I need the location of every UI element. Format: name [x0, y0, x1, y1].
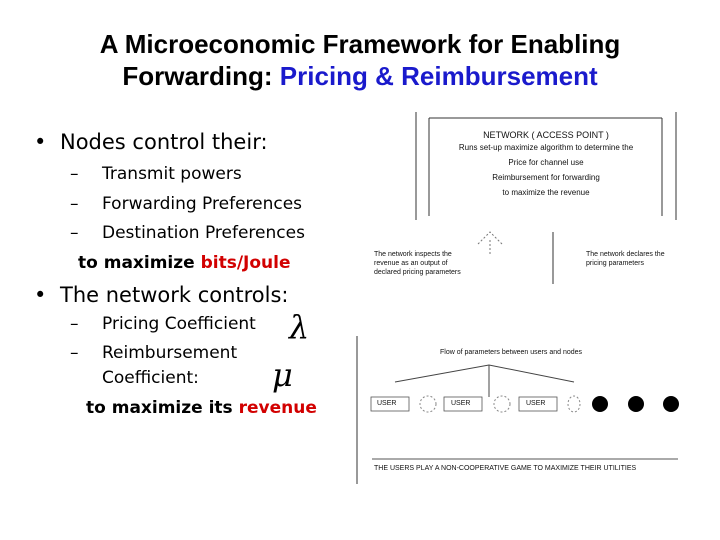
title-line-1: A Microeconomic Framework for Enabling: [99, 29, 621, 59]
link-ellipse-1: [420, 396, 436, 412]
dash-icon: –: [70, 314, 79, 334]
user-label-3: USER: [526, 400, 546, 407]
bullet-nodes-control-text: Nodes control their:: [60, 130, 268, 154]
dash-icon: –: [70, 164, 79, 184]
user-label-2: USER: [451, 400, 471, 407]
sub-item-reimbursement-line2: Coefficient:: [102, 368, 199, 388]
dash-icon: –: [70, 343, 79, 363]
box-line-2: Price for channel use: [508, 158, 584, 167]
flow-triangle: [395, 365, 574, 382]
dash-icon: –: [70, 223, 79, 243]
title-line-2-black: Forwarding:: [122, 61, 273, 91]
goal-red: revenue: [238, 398, 317, 418]
sub-item-text: Reimbursement: [102, 343, 238, 363]
network-box: [432, 130, 660, 198]
link-ellipse-3: [568, 396, 580, 412]
link-ellipse-2: [494, 396, 510, 412]
bullet-network-controls-text: The network controls:: [60, 283, 289, 307]
bullet-dot-icon: •: [34, 283, 47, 307]
left-arrow-head: [478, 232, 502, 244]
goal-prefix: to maximize its: [86, 398, 233, 418]
lambda-symbol: λ: [289, 308, 310, 346]
sub-item-text: Pricing Coefficient: [102, 314, 256, 334]
title-line-2-blue: Pricing & Reimbursement: [279, 61, 598, 91]
mu-symbol: μ: [272, 356, 293, 394]
sub-item-text: Transmit powers: [102, 164, 242, 184]
flow-label: Flow of parameters between users and nodes: [440, 349, 583, 356]
box-line-4: to maximize the revenue: [502, 188, 590, 197]
left-note: The network inspects the revenue as an output of declared pricing parameters: [374, 251, 461, 276]
sub-item-text: Forwarding Preferences: [102, 194, 303, 214]
goal-red: bits/Joule: [200, 253, 291, 273]
box-title: NETWORK ( ACCESS POINT ): [483, 130, 609, 140]
box-line-3: Reimbursement for forwarding: [492, 173, 600, 182]
bullet-dot-icon: •: [34, 130, 47, 154]
bottom-text: THE USERS PLAY A NON-COOPERATIVE GAME TO MAXIMIZE THEIR UTILITIES: [374, 465, 637, 472]
ellipsis-dot-1: [592, 396, 608, 412]
ellipsis-dot-2: [628, 396, 644, 412]
sub-item-text: Destination Preferences: [102, 223, 305, 243]
right-note: The network declares the pricing parameters: [586, 251, 665, 267]
dash-icon: –: [70, 194, 79, 214]
user-label-1: USER: [377, 400, 397, 407]
box-line-1: Runs set-up maximize algorithm to determine the: [458, 143, 634, 152]
ellipsis-dot-3: [663, 396, 679, 412]
goal-prefix: to maximize: [78, 253, 195, 273]
